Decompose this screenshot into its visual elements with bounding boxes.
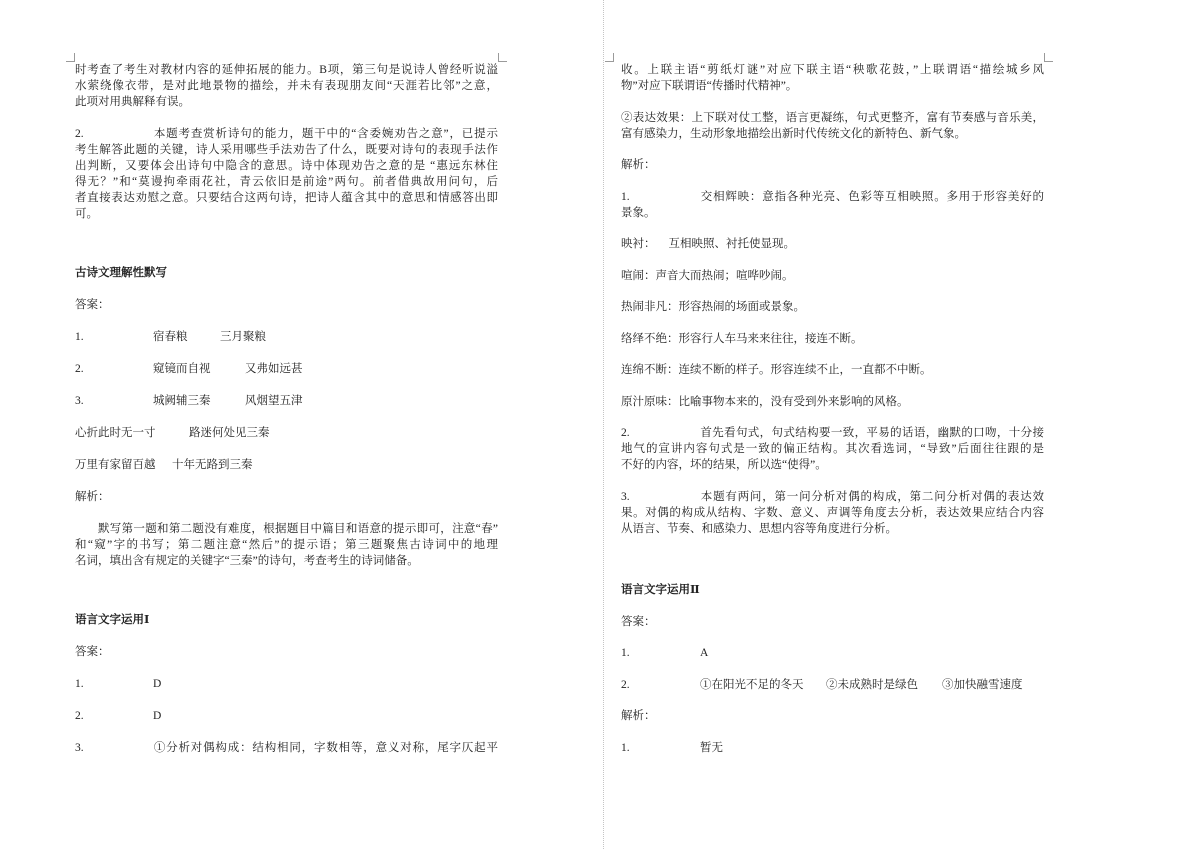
analysis-paragraph	[75, 521, 498, 569]
answer-item	[75, 708, 498, 724]
item-text: 本题有两问，第一问分析对偶的构成，第二问分析对偶的表达效	[700, 490, 1044, 503]
item-number: 1.	[621, 647, 630, 659]
analysis-item	[621, 740, 1044, 756]
text-line: ②表达效果：上下联对仗工整，语言更凝练，句式更整齐，富有节奏感与音乐美，	[621, 111, 1044, 124]
item-number: 2.	[75, 128, 84, 140]
definition-line	[621, 236, 1044, 252]
text-line	[621, 189, 1044, 205]
item-text: 本题考查赏析诗句的能力，题干中的“含委婉劝告之意”，已提示	[153, 128, 498, 140]
analysis-label: 解析：	[621, 159, 656, 171]
text-line: 得无？”和“莫谩拘牵雨花社，青云依旧是前途”两句。前者借典故用问句，后	[75, 176, 498, 188]
answer-part: 风烟望五津	[245, 395, 303, 407]
answer-item	[621, 645, 1044, 661]
text-line	[621, 425, 1044, 441]
text-line: 不好的内容，坏的结果，所以选“使得”。	[621, 459, 827, 471]
analysis-item-2	[75, 126, 498, 222]
text-line	[621, 489, 1044, 505]
item-text: 交相辉映：意指各种光亮、色彩等互相映照。多用于形容美好的	[700, 190, 1044, 203]
text-line: 时考查了考生对教材内容的延伸拓展的能力。B项，第三句是说诗人曾经听说溢	[75, 64, 498, 76]
answer-part: ①在阳光不足的冬天	[700, 678, 804, 691]
answer-label: 答案：	[75, 646, 110, 658]
answer-part: 十年无路到三秦	[172, 459, 253, 471]
answer-part: 路迷何处见三秦	[189, 427, 270, 439]
continued-paragraph	[75, 62, 498, 110]
definition-term: 热闹非凡：	[621, 301, 679, 313]
text-line: 名词，填出含有规定的关键字“三秦”的诗句，考查考生的诗词储备。	[75, 555, 419, 567]
text-line: 者直接表达劝慰之意。只要结合这两句诗，把诗人蕴含其中的意思和情感答出即	[75, 192, 498, 204]
text-line	[75, 126, 498, 142]
answer-part: 宿春粮	[153, 331, 188, 343]
item-number: 3.	[75, 742, 84, 754]
right-page	[621, 62, 1044, 771]
section-title-language-use-1: 语言文字运用Ⅰ	[75, 614, 150, 626]
answer-text: A	[700, 647, 709, 659]
answer-item	[621, 677, 1044, 693]
definition-term: 喧闹：	[621, 269, 656, 282]
answer-label: 答案：	[75, 299, 110, 311]
text-line: 可。	[75, 208, 98, 220]
right-page-margin-mark-top-right	[1044, 53, 1053, 62]
answer-part: ②未成熟时是绿色	[826, 678, 918, 691]
expression-effect-paragraph	[621, 110, 1044, 142]
text-line: 收。上联主语“剪纸灯谜”对应下联主语“秧歌花鼓，”上联谓语“描绘城乡风	[621, 64, 1044, 76]
answer-text: D	[153, 678, 162, 690]
right-page-margin-mark-top-left	[605, 53, 614, 62]
item-number: 1.	[75, 678, 84, 690]
section-title-poetry-dictation: 古诗文理解性默写	[75, 267, 167, 279]
analysis-item-1	[621, 189, 1044, 221]
left-page-margin-mark-top-right	[498, 53, 507, 62]
text-line: 和“窥”字的书写；第二题注意“然后”的提示语；第三题聚焦古诗词中的地理	[75, 539, 498, 551]
answer-text: D	[153, 710, 162, 722]
definition-line	[621, 394, 1044, 410]
item-number: 1.	[75, 331, 84, 343]
text-line: 水萦绕像衣带，是对此地景物的描绘，并未有表现朋友间“天涯若比邻”之意，	[75, 80, 498, 92]
text-line: 默写第一题和第二题没有难度，根据题目中篇目和语意的提示即可，注意“春”	[98, 523, 498, 535]
text-line: 物”对应下联谓语“传播时代精神”。	[621, 80, 798, 92]
definition-text: 互相映照、衬托使显现。	[668, 238, 795, 250]
definition-term: 络绎不绝：	[621, 332, 679, 345]
item-number: 3.	[621, 490, 630, 503]
text-line: 果。对偶的构成从结构、字数、意义、声调等角度去分析，表达效果应结合内容	[621, 506, 1044, 519]
answer-part: 又弗如远甚	[245, 363, 303, 375]
analysis-label: 解析：	[75, 491, 110, 503]
text-line: 从语言、节奏、和感染力、思想内容等角度进行分析。	[621, 522, 897, 535]
answer-part: 三月聚粮	[220, 331, 266, 343]
left-page	[75, 62, 498, 772]
analysis-item-3	[621, 489, 1044, 537]
text-line: 地气的宣讲内容句式是一致的偏正结构。其次看选词，“导致”后面往往跟的是	[621, 443, 1044, 455]
answer-extra-line	[75, 457, 498, 473]
section-title-language-use-2: 语言文字运用Ⅱ	[621, 584, 700, 596]
definition-term: 连绵不断：	[621, 364, 679, 376]
answer-part: 窥镜而自视	[153, 363, 211, 375]
analysis-text: 暂无	[700, 741, 723, 754]
definition-term: 原汁原味：	[621, 395, 679, 408]
analysis-label: 解析：	[621, 710, 656, 722]
definition-text: 形容行人车马来来往往，接连不断。	[678, 332, 863, 345]
text-line: 富有感染力，生动形象地描绘出新时代传统文化的新特色、新气象。	[621, 127, 966, 140]
answer-extra-line	[75, 425, 498, 441]
definition-text: 形容热闹的场面或景象。	[678, 301, 805, 313]
answer-part: 城阙辅三秦	[153, 395, 211, 407]
item-number: 1.	[621, 741, 630, 754]
answer-part: ③加快融雪速度	[942, 678, 1023, 691]
answer-label: 答案：	[621, 615, 656, 628]
item-number: 2.	[621, 678, 630, 691]
item-number: 2.	[75, 363, 84, 375]
left-page-margin-mark-top-left	[66, 53, 75, 62]
answer-item	[75, 361, 498, 377]
answer-item	[75, 329, 498, 345]
definition-term: 映衬：	[621, 238, 656, 250]
answer-item	[75, 740, 498, 756]
definition-line	[621, 268, 1044, 284]
definition-text: 比喻事物本来的，没有受到外来影响的风格。	[678, 395, 909, 408]
answer-item	[75, 393, 498, 409]
answer-item	[75, 676, 498, 692]
answer-part: 万里有家留百越	[75, 459, 156, 471]
definition-text: 连续不断的样子。形容连续不止，一直都不中断。	[678, 364, 932, 376]
answer-part: 心折此时无一寸	[75, 427, 156, 439]
item-number: 2.	[75, 710, 84, 722]
text-line: 出判断，又要体会出诗句中隐含的意思。诗中体现劝告之意的是 “惠远东林住	[75, 160, 498, 172]
analysis-item-2	[621, 425, 1044, 473]
item-text: 首先看句式，句式结构要一致，平易的话语，幽默的口吻，十分接	[700, 427, 1044, 439]
text-line: 景象。	[621, 206, 656, 219]
text-line: 此项对用典解释有误。	[75, 96, 190, 108]
definition-line	[621, 299, 1044, 315]
item-number: 1.	[621, 190, 630, 203]
page-separator	[603, 0, 604, 849]
definition-text: 声音大而热闹；喧哗吵闹。	[655, 269, 794, 282]
definition-line	[621, 331, 1044, 347]
text-line: 考生解答此题的关键，诗人采用哪些手法劝告了什么，既要对诗句的表现手法作	[75, 144, 498, 156]
definition-line	[621, 362, 1044, 378]
item-number: 3.	[75, 395, 84, 407]
answer-text: ①分析对偶构成：结构相同，字数相等，意义对称，尾字仄起平	[153, 742, 498, 754]
item-number: 2.	[621, 427, 630, 439]
continued-paragraph	[621, 62, 1044, 94]
